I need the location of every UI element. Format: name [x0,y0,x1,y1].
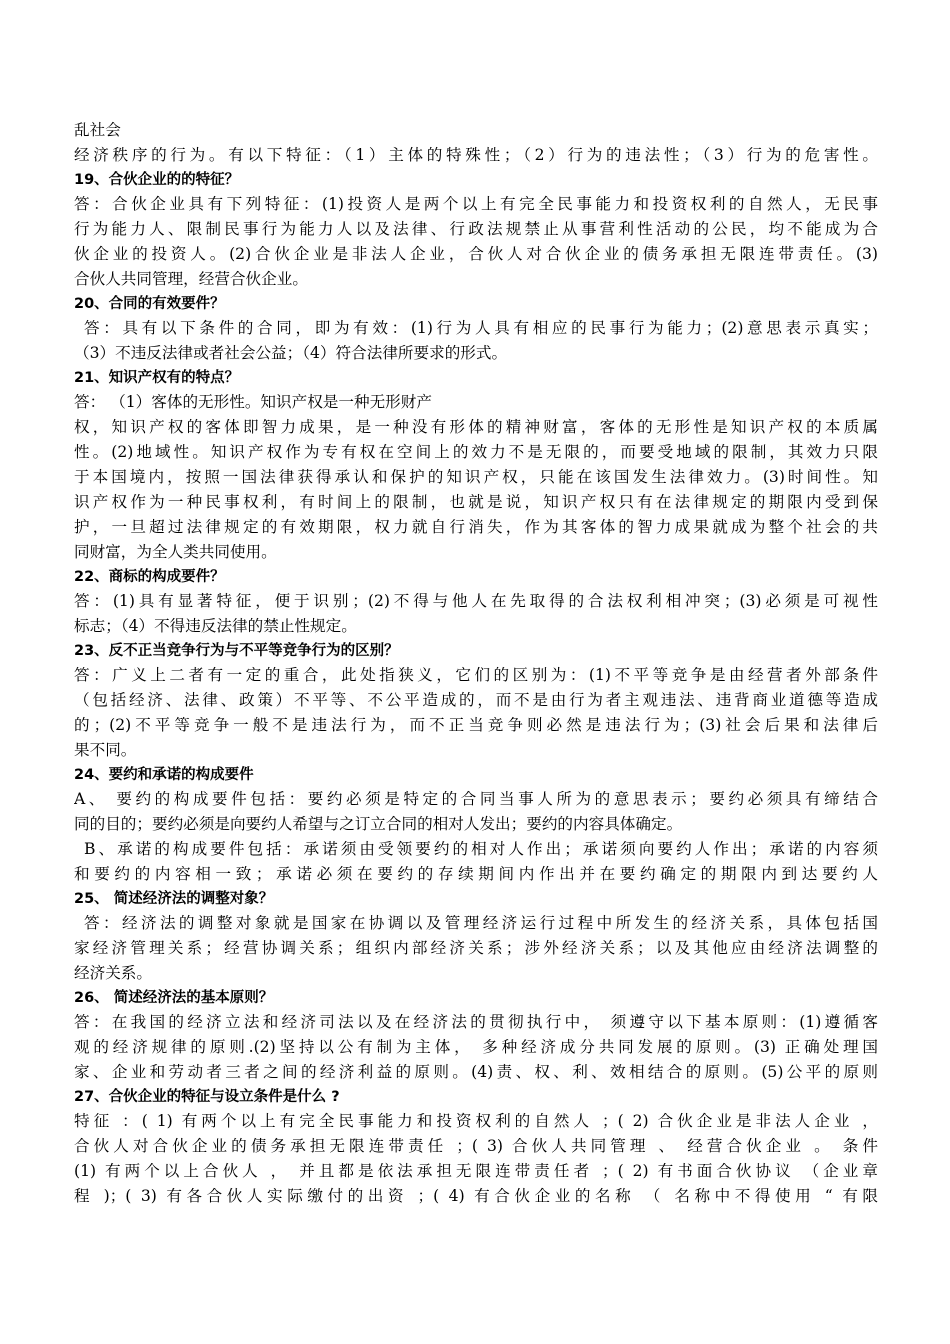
paragraph-line: 性。(2)地域性。知识产权作为专有权在空间上的效力不是无限的，而要受地域的限制，其效力只限 [74,443,878,461]
paragraph-line: 特征 ：( 1) 有两个以上有完全民事能力和投资权利的自然人 ；( 2) 合伙企业是非法人企业 ， [74,1112,878,1130]
question-heading: 26、 简述经济法的基本原则？ [74,990,274,1006]
paragraph-line: 答：合伙企业具有下列特征：(1)投资人是两个以上有完全民事能力和投资权利的自然人，无民事 [74,195,878,213]
question-heading: 21、知识产权有的特点？ [74,370,240,386]
paragraph-line: 权，知识产权的客体即智力成果，是一种没有形体的精神财富，客体的无形性是知识产权的本质属 [74,418,878,436]
paragraph-line: 答： （1）客体的无形性。知识产权是一种无形财产 [74,393,432,411]
paragraph-line: 答：具有以下条件的合同，即为有效：(1)行为人具有相应的民事行为能力；(2)意思表示真实； [84,319,878,337]
paragraph-line: 答：在我国的经济立法和经济司法以及在经济法的贯彻执行中， 须遵守以下基本原则：(1)遵循客 [74,1013,878,1031]
paragraph-line: 经济秩序的行为。有以下特征：（1）主体的特殊性；（2）行为的违法性；（3）行为的危害性。 [74,146,878,164]
paragraph-line: 经济关系。 [74,964,152,982]
paragraph-line: 家、企业和劳动者三者之间的经济利益的原则。(4)责、权、利、效相结合的原则。(5)公平的原则 [74,1063,878,1081]
paragraph-line: 识产权作为一种民事权利，有时间上的限制，也就是说，知识产权只有在法律规定的期限内受到保 [74,493,878,511]
paragraph-line: 护，一旦超过法律规定的有效期限，权力就自行消失，作为其客体的智力成果就成为整个社会的共 [74,518,878,536]
document-page [74,118,878,1209]
paragraph-line: 同的目的；要约必须是向要约人希望与之订立合同的相对人发出；要约的内容具体确定。 [74,815,683,833]
paragraph-line: 答：广义上二者有一定的重合，此处指狭义，它们的区别为：(1)不平等竞争是由经营者外部条件 [74,666,878,684]
paragraph-line: （包括经济、法律、政策）不平等、不公平造成的，而不是由行为者主观违法、违背商业道德等造成 [74,691,878,709]
paragraph-line: 标志；（4）不得违反法律的禁止性规定。 [74,617,357,635]
paragraph-line: 同财富，为全人类共同使用。 [74,543,277,561]
paragraph-line: 乱社会 [74,121,121,139]
paragraph-line: A、 要约的构成要件包括：要约必须是特定的合同当事人所为的意思表示；要约必须具有缔结合 [74,790,878,808]
paragraph-line: B、承诺的构成要件包括：承诺须由受领要约的相对人作出；承诺须向要约人作出；承诺的内容须 [84,840,878,858]
paragraph-line: 答：(1)具有显著特征，便于识别；(2)不得与他人在先取得的合法权利相冲突；(3)必须是可视性 [74,592,878,610]
paragraph-line: 伙企业的投资人。(2)合伙企业是非法人企业，合伙人对合伙企业的债务承担无限连带责任。(3) [74,245,878,263]
paragraph-line: 合伙人共同管理，经营合伙企业。 [74,270,308,288]
question-heading: 25、 简述经济法的调整对象？ [74,891,274,907]
paragraph-line: 的；(2)不平等竞争一般不是违法行为，而不正当竞争则必然是违法行为；(3)社会后果和法律后 [74,716,878,734]
question-heading: 20、合同的有效要件？ [74,296,225,312]
question-heading: 19、合伙企业的的特征？ [74,172,240,188]
paragraph-line: 答：经济法的调整对象就是国家在协调以及管理经济运行过程中所发生的经济关系，具体包括国 [84,914,878,932]
paragraph-line: 于本国境内，按照一国法律获得承认和保护的知识产权，只能在该国发生法律效力。(3)时间性。知 [74,468,878,486]
paragraph-line: 观的经济规律的原则.(2)坚持以公有制为主体， 多种经济成分共同发展的原则。(3) 正确处理国 [74,1038,878,1056]
question-heading: 27、合伙企业的特征与设立条件是什么 ? [74,1089,340,1105]
question-heading: 24、要约和承诺的构成要件 [74,767,254,783]
paragraph-line: 合伙人对合伙企业的债务承担无限连带责任 ；( 3) 合伙人共同管理 、 经营合伙企业 。 条件 [74,1137,878,1155]
paragraph-line: 程 )；( 3) 有各合伙人实际缴付的出资 ；( 4) 有合伙企业的名称 （ 名称中不得使用 “ 有限 [74,1187,878,1205]
paragraph-line: 果不同。 [74,741,137,759]
paragraph-line: 和要约的内容相一致；承诺必须在要约的存续期间内作出并在要约确定的期限内到达要约人 [74,865,878,883]
paragraph-line: 家经济管理关系；经营协调关系；组织内部经济关系；涉外经济关系；以及其他应由经济法调整的 [74,939,878,957]
question-heading: 22、商标的构成要件？ [74,569,225,585]
question-heading: 23、反不正当竞争行为与不平等竞争行为的区别？ [74,643,399,659]
paragraph-line: (1) 有两个以上合伙人 ， 并且都是依法承担无限连带责任者 ；( 2) 有书面合伙协议 （企业章 [74,1162,878,1180]
paragraph-line: 行为能力人、限制民事行为能力人以及法律、行政法规禁止从事营利性活动的公民，均不能成为合 [74,220,878,238]
paragraph-line: （3）不违反法律或者社会公益；（4）符合法律所要求的形式。 [74,344,508,362]
